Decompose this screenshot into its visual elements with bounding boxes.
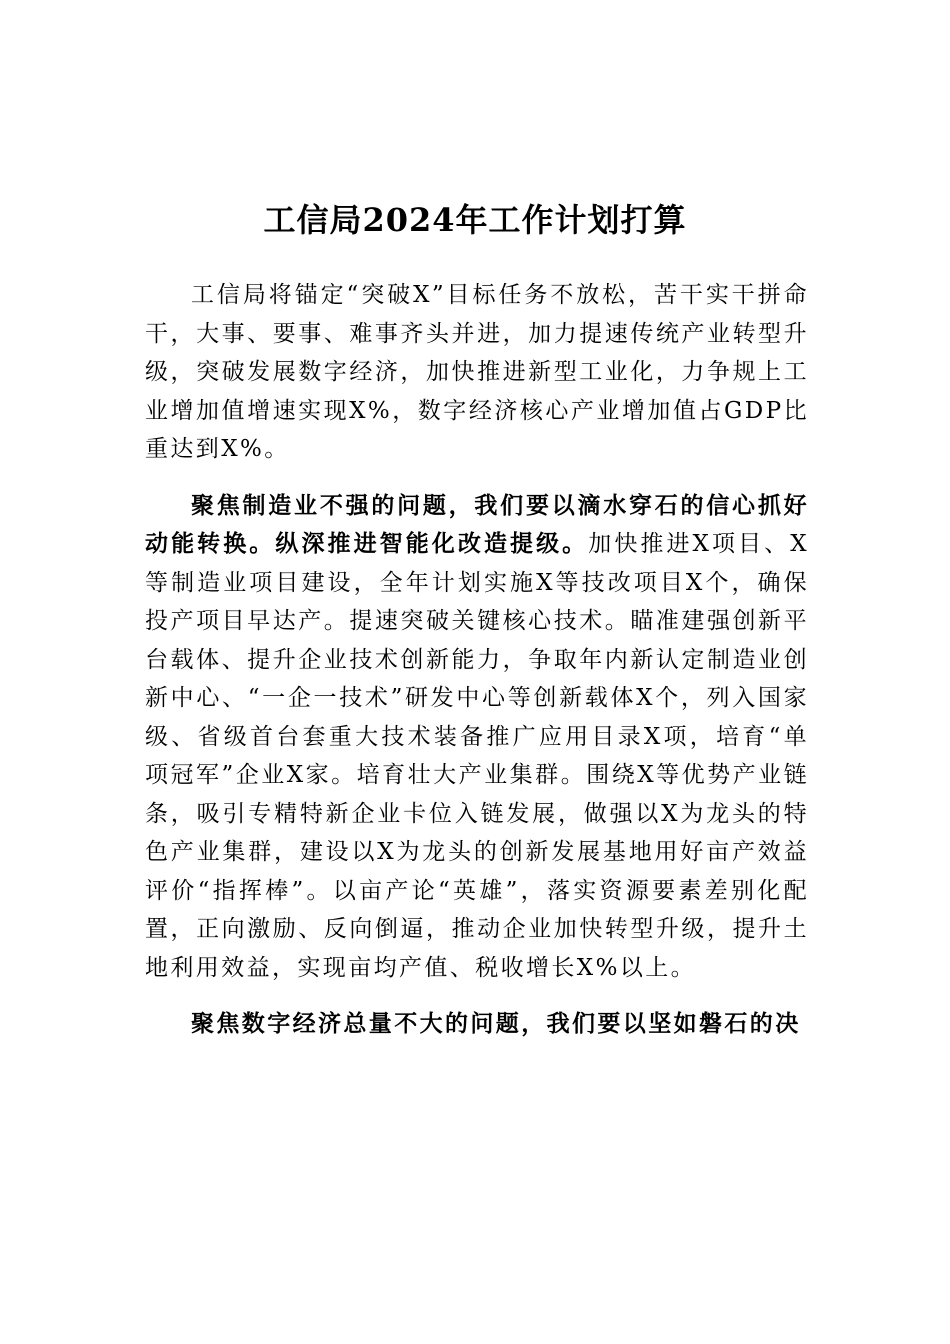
paragraph-heading: 聚焦数字经济总量不大的问题，我们要以坚如磐石的决 [191,1010,801,1037]
document-body [145,276,809,1044]
paragraph-manufacturing [145,487,809,988]
paragraph-intro [145,276,809,469]
page-title: 工信局2024年工作计划打算 [263,201,687,240]
paragraph-text: 加快推进X项目、X等制造业项目建设，全年计划实施X等技改项目X个，确保投产项目早达产。提速突破关键核心技术。瞄准建强创新平台载体、提升企业技术创新能力，争取年内新认定制造业创新中心、“一企一技术”研发中心等创新载体X个，列入国家级、省级首台套重大技术装备推广应用目录X项，培育“单项冠军”企业X家。培育壮大产业集群。围绕X等优势产业链条，吸引专精特新企业卡位入链发展，做强以X为龙头的特色产业集群，建设以X为龙头的创新发展基地用好亩产效益评价“指挥棒”。以亩产论“英雄”，落实资源要素差别化配置，正向激励、反向倒逼，推动企业加快转型升级，提升土地利用效益，实现亩均产值、税收增长X%以上。 [145,531,809,981]
paragraph-text: 工信局将锚定“突破X”目标任务不放松，苦干实干拼命干，大事、要事、难事齐头并进，加力提速传统产业转型升级，突破发展数字经济，加快推进新型工业化，力争规上工业增加值增速实现X%，数字经济核心产业增加值占GDP比重达到X%。 [145,282,809,462]
paragraph-digital-economy [145,1005,809,1044]
paragraph-heading: 聚焦制造业不强的问题，我们要以滴水穿石的信心抓好动能转换。纵深推进智能化改造提级。 [145,491,809,557]
